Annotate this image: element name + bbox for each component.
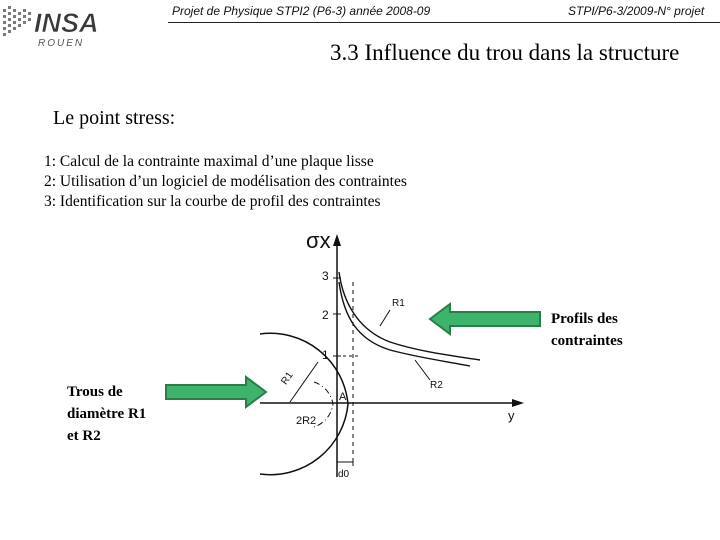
leader-r1 (380, 310, 390, 326)
curve-r2-label: R2 (430, 380, 443, 391)
header-course: Projet de Physique STPI2 (P6-3) année 2008-09 (172, 4, 431, 18)
insa-logo (0, 0, 100, 52)
tick-label-1: 1 (322, 348, 329, 362)
x-axis-label: y (508, 408, 515, 423)
green-arrow-left-icon (428, 302, 542, 336)
logo-text: INSA (34, 8, 99, 38)
y-axis-label: σx (306, 228, 331, 253)
step-3: 3: Identification sur la courbe de profil des contraintes (44, 193, 381, 210)
holes-annotation-line-1: Trous de (67, 384, 123, 400)
holes-annotation (67, 381, 146, 447)
holes-annotation-line-3: et R2 (67, 428, 101, 444)
steps-list (44, 152, 407, 212)
y-axis-arrow (333, 234, 341, 246)
holes-annotation-line-2: diamètre R1 (67, 406, 147, 422)
curve-r1-label: R1 (392, 298, 405, 309)
slide-subtitle: Le point stress: (53, 107, 176, 129)
profiles-arrow-shape (430, 304, 540, 334)
step-1: 1: Calcul de la contrainte maximal d’une plaque lisse (44, 153, 374, 170)
hole-radius-label: R1 (279, 370, 296, 387)
small-hole-outline (314, 382, 333, 427)
green-arrow-right-icon (164, 375, 268, 409)
profiles-annotation-line-2: contraintes (551, 333, 623, 349)
logo-subtext: ROUEN (38, 38, 85, 49)
holes-arrow-shape (166, 377, 266, 407)
header-divider (168, 22, 720, 23)
slide-title: 3.3 Influence du trou dans la structure (330, 40, 680, 65)
profiles-annotation (551, 308, 623, 352)
hole-outline (260, 333, 348, 474)
tick-label-3: 3 (322, 269, 329, 283)
hole-radius-line (290, 362, 318, 402)
step-2: 2: Utilisation d’un logiciel de modélisation des contraintes (44, 173, 407, 190)
diameter-label: 2R2 (296, 415, 317, 427)
header-project-ref: STPI/P6-3/2009-N° projet (568, 4, 705, 18)
stress-profile-figure (240, 222, 540, 482)
x-axis-arrow (512, 399, 524, 407)
distance-label: d0 (338, 469, 350, 480)
leader-r2 (415, 360, 430, 380)
point-a-label: A (339, 391, 347, 403)
tick-label-2: 2 (322, 308, 329, 322)
profiles-annotation-line-1: Profils des (551, 311, 618, 327)
